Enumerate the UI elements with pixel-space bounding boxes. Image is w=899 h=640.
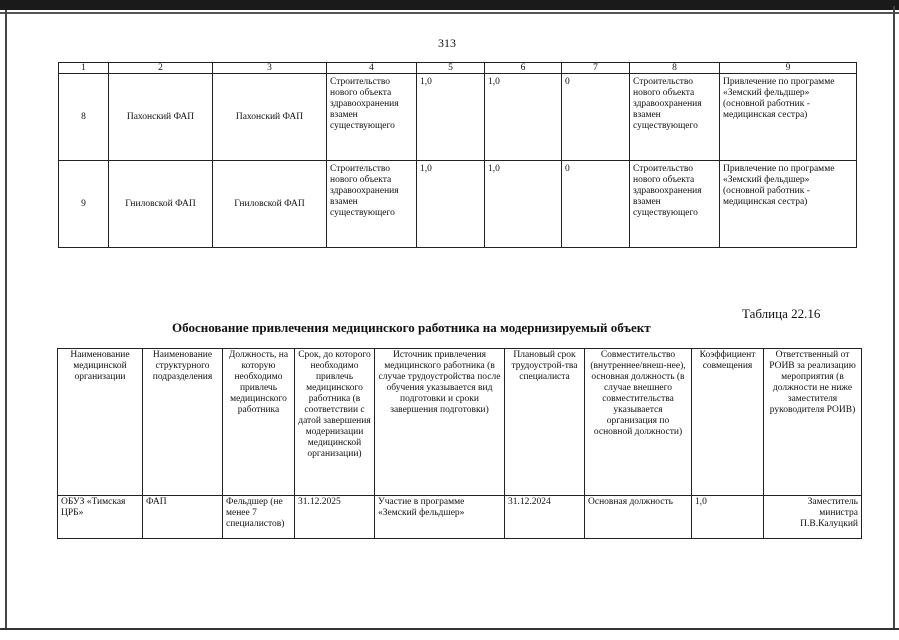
column-header: Должность, на которую необходимо привлечь медицинского работника	[223, 349, 295, 496]
column-header: Совместительство (внутреннее/внеш-нее), основная должность (в случае внешнего совместительства указывается организация по основной должности)	[585, 349, 692, 496]
table-cell: Строительство нового объекта здравоохранения взамен существующего	[630, 161, 720, 248]
table-title: Обоснование привлечения медицинского работника на модернизируемый объект	[172, 320, 651, 335]
table-cell: 1,0	[692, 496, 764, 539]
column-header: Источник привлечения медицинского работника (в случае трудоустройства после обучения указывается вид подготовки и сроки завершения подготовки)	[375, 349, 505, 496]
table-cell: Привлечение по программе «Земский фельдшер» (основной работник - медицинская сестра)	[720, 161, 857, 248]
col-number: 1	[59, 63, 109, 74]
continuation-table	[58, 62, 857, 248]
justification-table	[57, 348, 862, 539]
col-number: 4	[327, 63, 417, 74]
table-cell: 1,0	[485, 161, 562, 248]
table-cell: Гниловской ФАП	[213, 161, 327, 248]
table-cell: 1,0	[417, 74, 485, 161]
col-number: 9	[720, 63, 857, 74]
col-number: 3	[213, 63, 327, 74]
scan-right-border	[893, 6, 895, 630]
col-number: 6	[485, 63, 562, 74]
table-number: Таблица 22.16	[742, 306, 821, 321]
table-cell: ОБУЗ «Тимская ЦРБ»	[58, 496, 143, 539]
table-row	[59, 74, 857, 161]
table-cell: 31.12.2025	[295, 496, 375, 539]
table-header-row	[58, 349, 862, 496]
column-header: Срок, до которого необходимо привлечь медицинского работника (в соответствии с датой завершения модернизации медицинской организации)	[295, 349, 375, 496]
table-cell: Привлечение по программе «Земский фельдшер» (основной работник - медицинская сестра)	[720, 74, 857, 161]
column-header: Плановый срок трудоустрой-тва специалиста	[505, 349, 585, 496]
scan-top-border	[0, 0, 899, 10]
table-cell: Строительство нового объекта здравоохранения взамен существующего	[327, 161, 417, 248]
table-cell: 1,0	[417, 161, 485, 248]
table-cell: Основная должность	[585, 496, 692, 539]
column-header: Наименование медицинской организации	[58, 349, 143, 496]
table-cell: ФАП	[143, 496, 223, 539]
table-cell: Заместитель министра П.В.Калуцкий	[764, 496, 862, 539]
column-header: Коэффициент совмещения	[692, 349, 764, 496]
table-cell: Строительство нового объекта здравоохранения взамен существующего	[630, 74, 720, 161]
table-cell: 8	[59, 74, 109, 161]
column-number-row	[59, 63, 857, 74]
table-cell: 0	[562, 74, 630, 161]
scan-top-line	[0, 12, 899, 14]
table-row	[58, 496, 862, 539]
scan-left-border	[5, 10, 7, 630]
col-number: 7	[562, 63, 630, 74]
table-cell: Фельдшер (не менее 7 специалистов)	[223, 496, 295, 539]
col-number: 5	[417, 63, 485, 74]
table-cell: 9	[59, 161, 109, 248]
table-row	[59, 161, 857, 248]
col-number: 2	[109, 63, 213, 74]
page-number: 313	[438, 36, 456, 50]
scan-bottom-border	[0, 628, 899, 630]
table-cell: Участие в программе «Земский фельдшер»	[375, 496, 505, 539]
table-cell: Пахонский ФАП	[109, 74, 213, 161]
table-cell: 31.12.2024	[505, 496, 585, 539]
table-cell: Пахонский ФАП	[213, 74, 327, 161]
col-number: 8	[630, 63, 720, 74]
table-cell: 1,0	[485, 74, 562, 161]
table-cell: 0	[562, 161, 630, 248]
table-cell: Строительство нового объекта здравоохранения взамен существующего	[327, 74, 417, 161]
table-cell: Гниловской ФАП	[109, 161, 213, 248]
column-header: Наименование структурного подразделения	[143, 349, 223, 496]
column-header: Ответственный от РОИВ за реализацию мероприятия (в должности не ниже заместителя руководителя РОИВ)	[764, 349, 862, 496]
